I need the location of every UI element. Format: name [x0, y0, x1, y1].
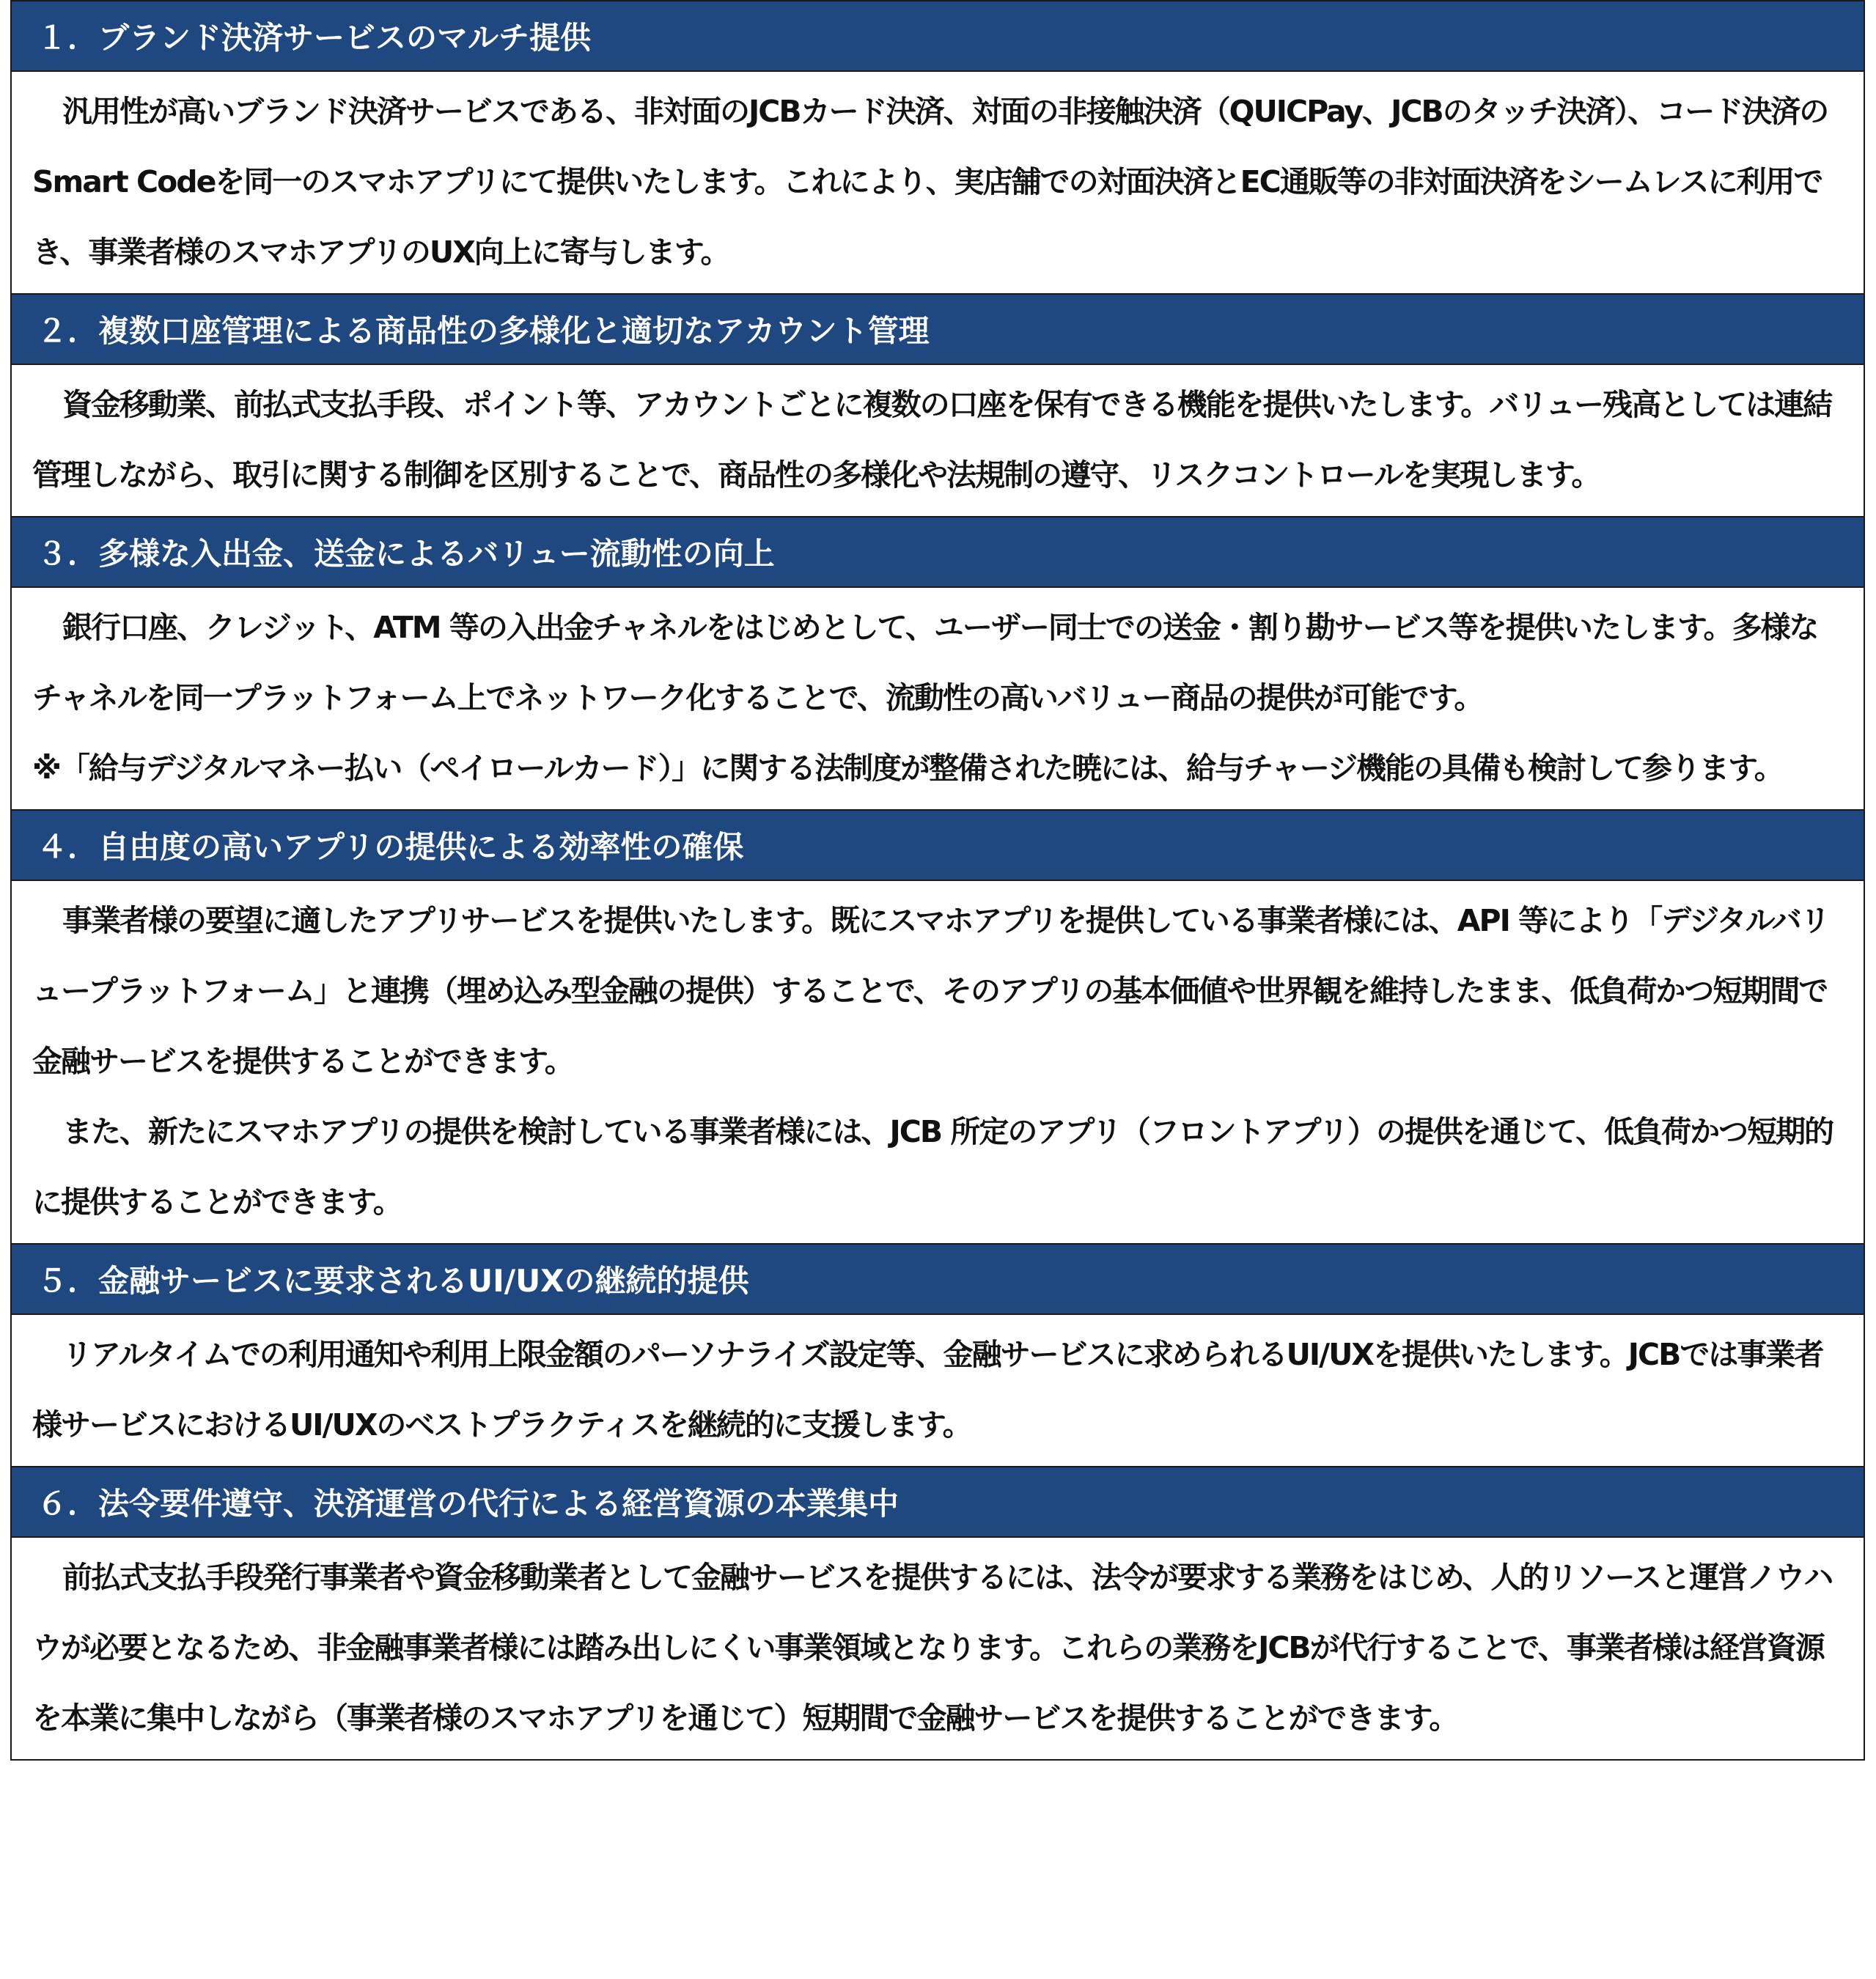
- section-5-title: ５．金融サービスに要求されるUI/UXの継続的提供: [12, 1245, 1864, 1315]
- section-4-paragraph-1: 事業者様の要望に適したアプリサービスを提供いたします。既にスマホアプリを提供している事業者様には、API 等により「デジタルバリュープラットフォーム」と連携（埋め込み型金融の提供）することで、そのアプリの基本価値や世界観を維持したまま、低負荷かつ短期間で金融サービスを提供することができます。: [32, 903, 1829, 1079]
- section-3-note: ※「給与デジタルマネー払い（ペイロールカード）」に関する法制度が整備された暁には、給与チャージ機能の具備も検討して参ります。: [32, 751, 1783, 786]
- section-4-paragraph-2: また、新たにスマホアプリの提供を検討している事業者様には、JCB 所定のアプリ（フロントアプリ）の提供を通じて、低負荷かつ短期的に提供することができます。: [32, 1114, 1833, 1220]
- section-1-title: １．ブランド決済サービスのマルチ提供: [12, 1, 1864, 72]
- section-5-paragraph-1: リアルタイムでの利用通知や利用上限金額のパーソナライズ設定等、金融サービスに求められるUI/UXを提供いたします。JCBでは事業者様サービスにおけるUI/UXのベストプラクティスを継続的に支援します。: [32, 1337, 1823, 1442]
- section-5-body: [12, 1315, 1864, 1467]
- section-4-body: [12, 881, 1864, 1245]
- section-6-title: ６．法令要件遵守、決済運営の代行による経営資源の本業集中: [12, 1467, 1864, 1538]
- section-2-title: ２．複数口座管理による商品性の多様化と適切なアカウント管理: [12, 295, 1864, 365]
- section-3-paragraph-1: 銀行口座、クレジット、ATM 等の入出金チャネルをはじめとして、ユーザー同士での送金・割り勘サービス等を提供いたします。多様なチャネルを同一プラットフォーム上でネットワーク化することで、流動性の高いバリュー商品の提供が可能です。: [32, 610, 1818, 715]
- section-3-title: ３．多様な入出金、送金によるバリュー流動性の向上: [12, 517, 1864, 588]
- section-1-paragraph-1: 汎用性が高いブランド決済サービスである、非対面のJCBカード決済、対面の非接触決済（QUICPay、JCBのタッチ決済）、コード決済のSmart Codeを同一のスマホアプリにて提供いたします。これにより、実店舗での対面決済とEC通販等の非対面決済をシームレスに利用でき、事業者様のスマホアプリのUX向上に寄与します。: [32, 94, 1828, 270]
- section-2-paragraph-1: 資金移動業、前払式支払手段、ポイント等、アカウントごとに複数の口座を保有できる機能を提供いたします。バリュー残高としては連結管理しながら、取引に関する制御を区別することで、商品性の多様化や法規制の遵守、リスクコントロールを実現します。: [32, 387, 1832, 493]
- section-6-paragraph-1: 前払式支払手段発行事業者や資金移動業者として金融サービスを提供するには、法令が要求する業務をはじめ、人的リソースと運営ノウハウが必要となるため、非金融事業者様には踏み出しにくい事業領域となります。これらの業務をJCBが代行することで、事業者様は経営資源を本業に集中しながら（事業者様のスマホアプリを通じて）短期間で金融サービスを提供することができます。: [32, 1560, 1833, 1736]
- section-6-body: [12, 1538, 1864, 1759]
- section-1-body: [12, 72, 1864, 295]
- section-2-body: [12, 365, 1864, 517]
- feature-document: [10, 0, 1865, 1761]
- section-4-title: ４．自由度の高いアプリの提供による効率性の確保: [12, 811, 1864, 881]
- section-3-body: [12, 588, 1864, 811]
